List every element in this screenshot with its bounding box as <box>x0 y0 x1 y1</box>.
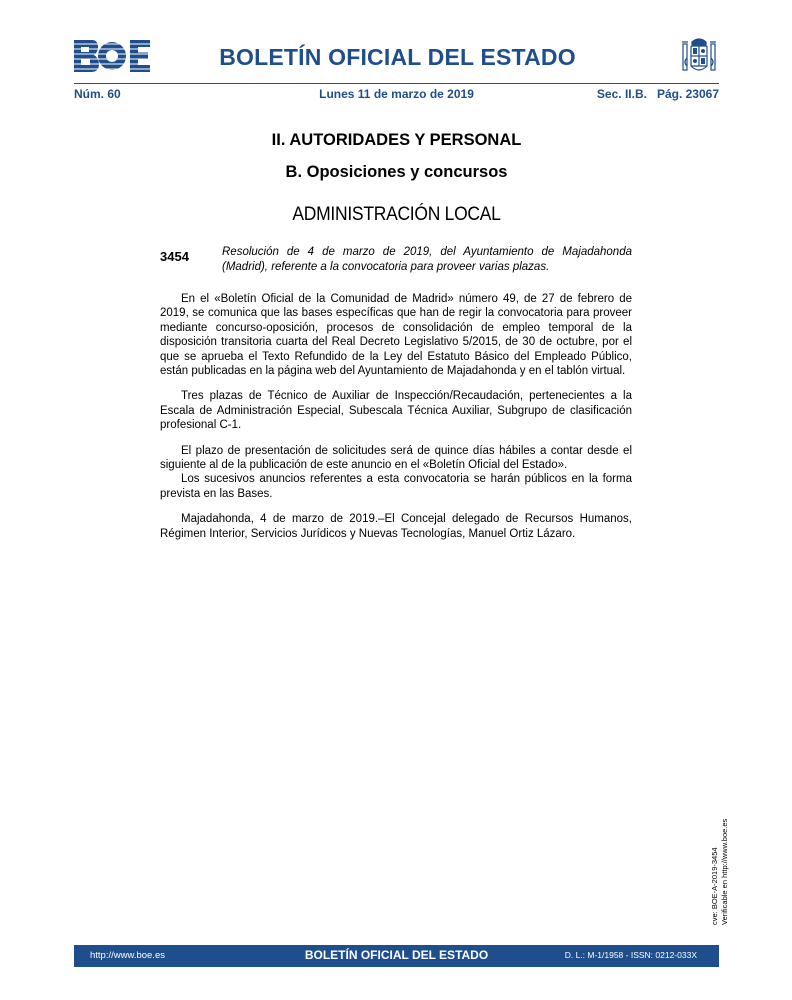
body-paragraph: El plazo de presentación de solicitudes será de quince días hábiles a contar desde el siguiente al de la publicación de este anuncio en el «Boletín Oficial del Estado». <box>160 444 632 472</box>
announcement-body <box>160 292 632 552</box>
footer-bar <box>74 945 719 967</box>
cve-code: cve: BOE-A-2019-3454 <box>710 847 719 925</box>
verification-side-text <box>710 819 730 925</box>
coat-of-arms-icon <box>680 36 718 76</box>
body-paragraph: Tres plazas de Técnico de Auxiliar de Inspección/Recaudación, pertenecientes a la Escala de Administración Especial, Subescala Técnica Auxiliar, Subgrupo de clasificación profesional C-1. <box>160 390 632 432</box>
subsection-title: B. Oposiciones y concursos <box>285 163 508 181</box>
footer-url-link[interactable]: http://www.boe.es <box>90 950 165 961</box>
signature-paragraph: Majadahonda, 4 de marzo de 2019.–El Concejal delegado de Recursos Humanos, Régimen Interior, Servicios Jurídicos y Nuevas Tecnologías, Manuel Ortiz Lázaro. <box>160 513 632 540</box>
section-page: Sec. II.B. Pág. 23067 <box>596 87 719 101</box>
header-divider <box>74 83 719 84</box>
announcement-number: 3454 <box>160 249 189 264</box>
header-title: BOLETÍN OFICIAL DEL ESTADO <box>219 44 576 70</box>
body-paragraph: Los sucesivos anuncios referentes a esta convocatoria se harán públicos en la forma prevista en las Bases. <box>160 473 632 500</box>
boe-logo <box>74 40 150 72</box>
footer-title: BOLETÍN OFICIAL DEL ESTADO <box>304 948 489 962</box>
announcement-heading: Resolución de 4 de marzo de 2019, del Ayuntamiento de Majadahonda (Madrid), referente a la convocatoria para proveer varias plazas. <box>222 246 632 273</box>
section-title: II. AUTORIDADES Y PERSONAL <box>271 131 522 149</box>
administration-title: ADMINISTRACIÓN LOCAL <box>292 204 501 225</box>
issue-number: Núm. 60 <box>74 87 121 101</box>
issue-meta-row <box>74 87 719 103</box>
issue-date: Lunes 11 de marzo de 2019 <box>319 87 474 101</box>
verification-link[interactable]: Verificable en http://www.boe.es <box>720 818 729 925</box>
footer-legal-deposit: D. L.: M-1/1958 - ISSN: 0212-033X <box>564 950 697 960</box>
body-paragraph: En el «Boletín Oficial de la Comunidad de Madrid» número 49, de 27 de febrero de 2019, se comunica que las bases específicas que han de regir la convocatoria para proveer mediante concurso-oposición, procesos de consolidación de empleo temporal de la disposición transitoria cuarta del Real Decreto Legislativo 5/2015, de 30 de octubre, por el que se aprueba el Texto Refundido de la Ley del Estatuto Básico del Empleado Público, están publicadas en la página web del Ayuntamiento de Majadahonda y en el tablón virtual. <box>160 293 632 378</box>
